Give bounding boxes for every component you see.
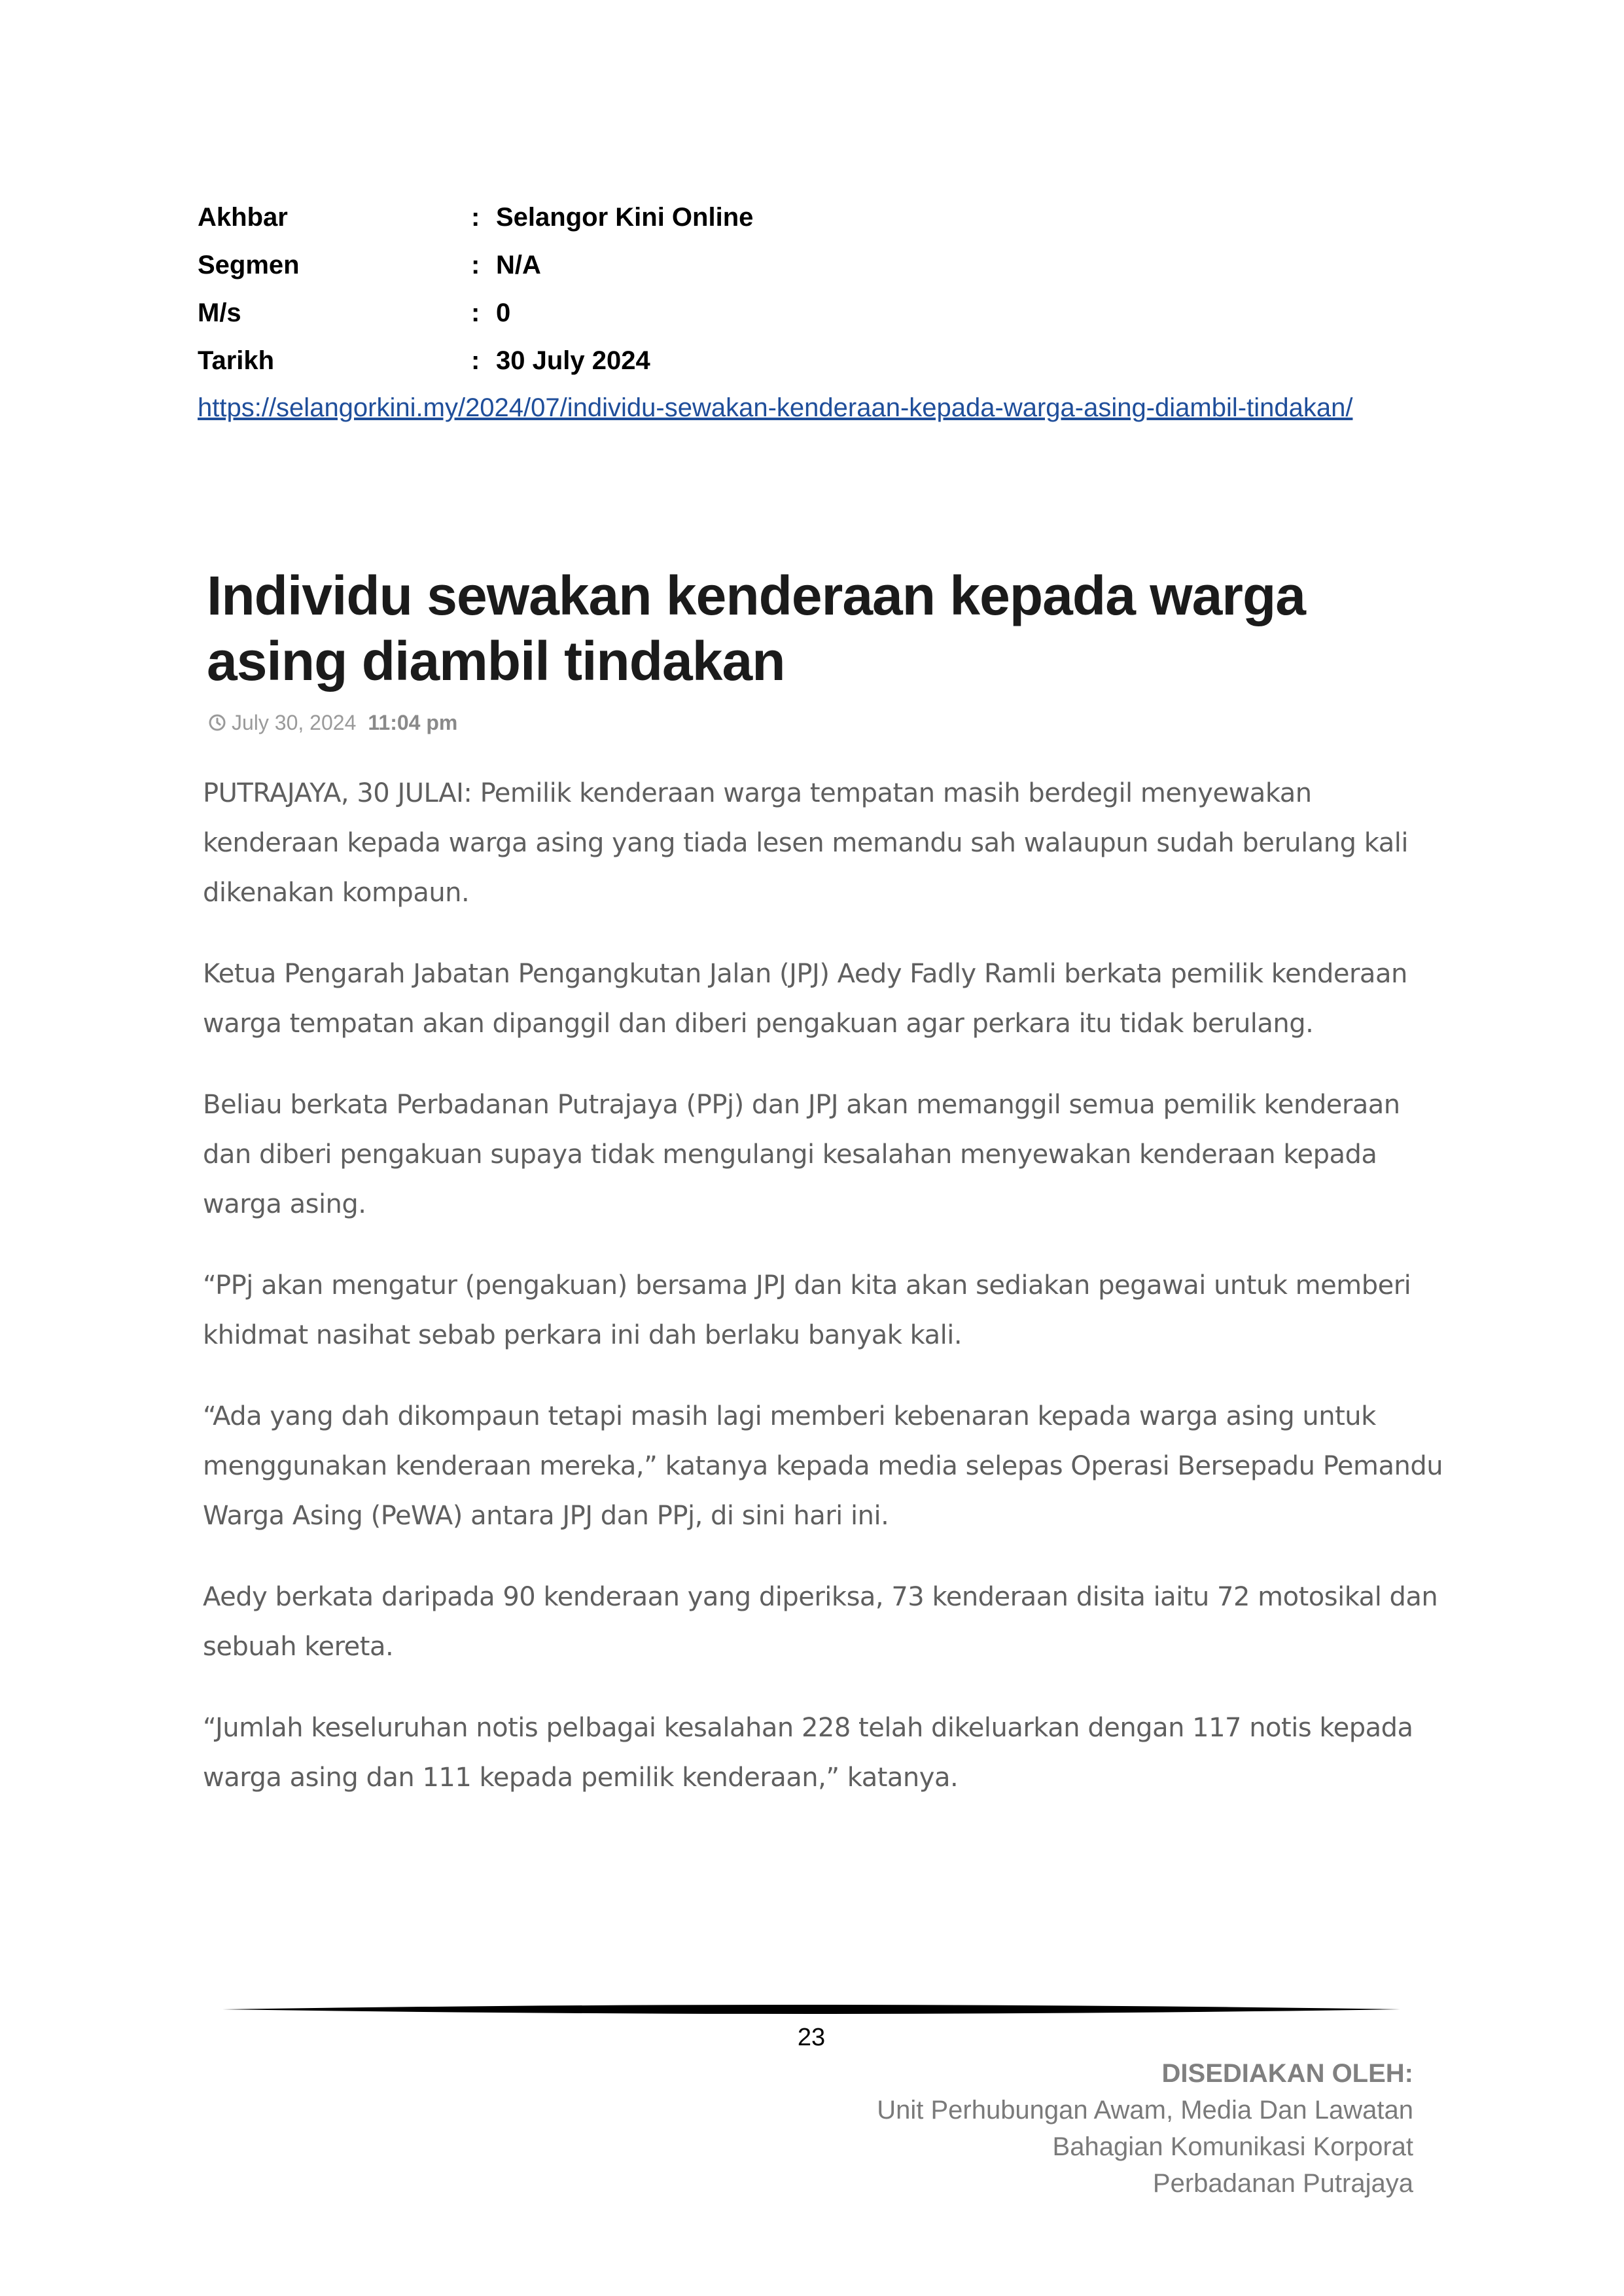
prepared-by-organisation: Perbadanan Putrajaya (1152, 2169, 1413, 2198)
meta-value-page: 0 (496, 298, 511, 327)
meta-colon: : (471, 346, 480, 375)
article-paragraph: “PPj akan mengatur (pengakuan) bersama JPJ dan kita akan sediakan pegawai untuk memberi khidmat nasihat sebab perkara ini dah berlaku banyak kali. (203, 1270, 1411, 1350)
article-paragraph: “Ada yang dah dikompaun tetapi masih lagi memberi kebenaran kepada warga asing untuk menggunakan kenderaan mereka,” katanya kepada media selepas Operasi Bersepadu Pemandu Warga Asing (PeWA) antara JPJ dan PPj, di sini hari ini. (203, 1401, 1443, 1531)
meta-value-date: 30 July 2024 (496, 346, 650, 375)
meta-colon: : (471, 203, 480, 232)
article-time: 11:04 pm (368, 710, 458, 734)
meta-colon: : (471, 298, 480, 327)
prepared-by-block (877, 2055, 1413, 2202)
article-body (196, 768, 1446, 1803)
meta-value-newspaper: Selangor Kini Online (496, 203, 754, 232)
clock-icon (208, 713, 226, 732)
article-paragraph: Aedy berkata daripada 90 kenderaan yang diperiksa, 73 kenderaan disita iaitu 72 motosikal dan sebuah kereta. (203, 1582, 1438, 1662)
article-paragraph: PUTRAJAYA, 30 JULAI: Pemilik kenderaan warga tempatan masih berdegil menyewakan kenderaan kepada warga asing yang tiada lesen memandu sah walaupun sudah berulang kali dikenakan kompaun. (203, 778, 1408, 908)
article-paragraph: Ketua Pengarah Jabatan Pengangkutan Jalan (JPJ) Aedy Fadly Ramli berkata pemilik kenderaan warga tempatan akan dipanggil dan diberi pengakuan agar perkara itu tidak berulang. (203, 959, 1407, 1039)
prepared-by-title: DISEDIAKAN OLEH: (1161, 2059, 1413, 2088)
meta-row-ms (198, 289, 1441, 337)
article-clipping (196, 563, 1443, 1834)
meta-label: M/s (198, 298, 241, 327)
meta-row-tarikh (198, 337, 1441, 385)
source-url-link[interactable]: https://selangorkini.my/2024/07/individu-sewakan-kenderaan-kepada-warga-asing-diambil-tindakan/ (198, 393, 1353, 422)
meta-colon: : (471, 251, 480, 279)
article-paragraph: Beliau berkata Perbadanan Putrajaya (PPj) dan JPJ akan memanggil semua pemilik kenderaan dan diberi pengakuan supaya tidak mengulangi kesalahan menyewakan kenderaan kepada warga asing. (203, 1090, 1400, 1219)
prepared-by-unit: Unit Perhubungan Awam, Media Dan Lawatan (877, 2096, 1413, 2125)
meta-label: Segmen (198, 251, 300, 279)
footer-divider (222, 2001, 1400, 2017)
article-dateline (196, 707, 1439, 738)
meta-value-segment: N/A (496, 251, 541, 279)
article-headline: Individu sewakan kenderaan kepada warga asing diambil tindakan (207, 565, 1306, 692)
meta-row-segmen (198, 242, 1441, 289)
meta-label: Tarikh (198, 346, 275, 375)
page-number: 23 (797, 2024, 826, 2051)
prepared-by-division: Bahagian Komunikasi Korporat (1052, 2132, 1413, 2161)
article-date: July 30, 2024 (232, 710, 357, 734)
clipping-metadata (198, 194, 1441, 385)
meta-row-akhbar (198, 194, 1441, 242)
article-paragraph: “Jumlah keseluruhan notis pelbagai kesalahan 228 telah dikeluarkan dengan 117 notis kepada warga asing dan 111 kepada pemilik kenderaan,” katanya. (203, 1713, 1413, 1793)
meta-label: Akhbar (198, 203, 288, 232)
